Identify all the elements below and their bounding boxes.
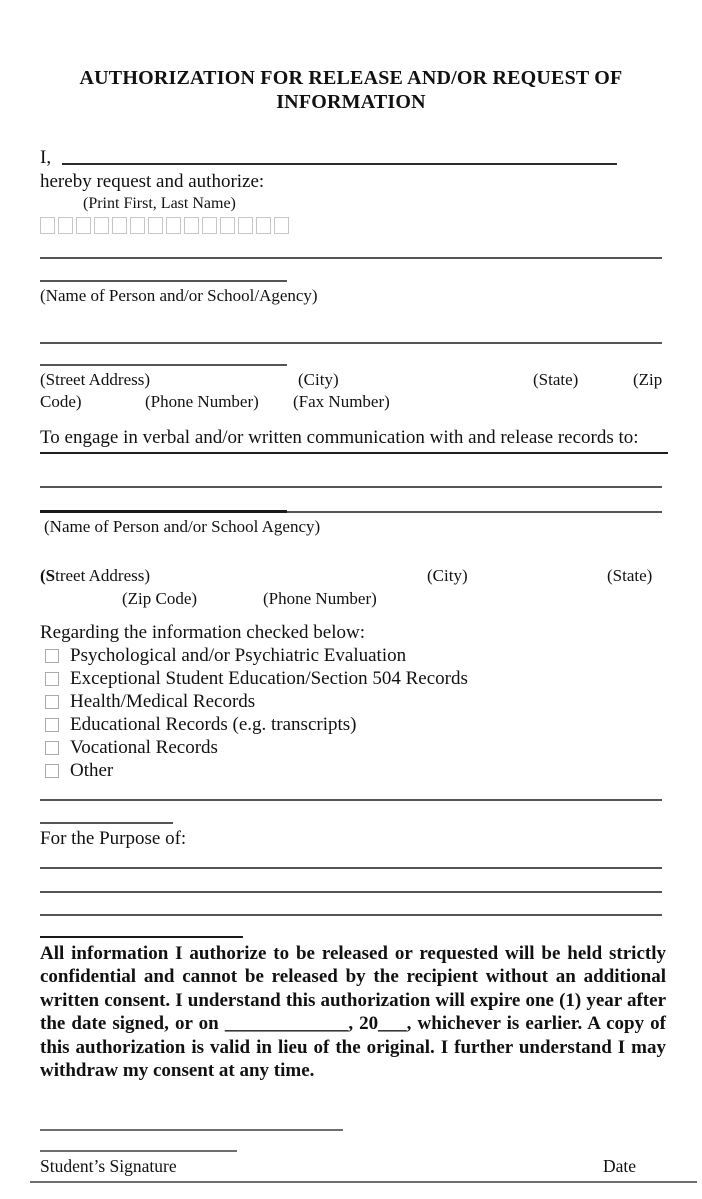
checkbox-vocational[interactable]	[45, 741, 59, 755]
recipient2-city-label: (City)	[427, 566, 468, 585]
other-fill-line-2[interactable]	[40, 822, 173, 824]
recipient1-name-line-1[interactable]	[40, 257, 662, 259]
missing-glyph-box	[130, 217, 145, 234]
recipient2-name-line-2-bold[interactable]	[40, 510, 287, 513]
recipient1-state-label: (State)	[533, 370, 579, 389]
checkbox-psychological[interactable]	[45, 649, 59, 663]
checkbox-other[interactable]	[45, 764, 59, 778]
name-fill-line[interactable]	[62, 163, 617, 165]
missing-glyph-box	[40, 217, 55, 234]
form-title-line1: AUTHORIZATION FOR RELEASE AND/OR REQUEST OF	[79, 67, 623, 89]
missing-glyph-box	[202, 217, 217, 234]
date-label: Date	[603, 1156, 637, 1176]
missing-glyph-box	[76, 217, 91, 234]
confidentiality-paragraph: All information I authorize to be released or requested will be held strictly confidential and cannot be released by the recipient without an additional written consent. I understand this authorization will expire one (1) year after the date signed, or on _____________, 20___, whichever is earlier. A copy of this authorization is valid in lieu of the original. I further understand I may withdraw my consent at any time.	[40, 943, 666, 1082]
recipient1-fax-label: (Fax Number)	[293, 392, 390, 411]
missing-glyph-box	[112, 217, 127, 234]
record-label: Psychological and/or Psychiatric Evaluation	[70, 645, 407, 666]
recipient2-zip-label: (Zip Code)	[122, 589, 198, 608]
recipient2-name-line-2[interactable]	[287, 511, 662, 513]
print-name-hint: (Print First, Last Name)	[83, 195, 236, 212]
recipient1-name-label: (Name of Person and/or School/Agency)	[40, 286, 318, 305]
form-title-line2: INFORMATION	[276, 91, 426, 113]
placeholder-boxes	[40, 217, 289, 234]
purpose-fill-line-1[interactable]	[40, 867, 662, 869]
recipient1-address-line-2[interactable]	[40, 364, 287, 366]
recipient1-address-line-1[interactable]	[40, 342, 662, 344]
recipient2-street-label: (Street Address)	[40, 566, 151, 585]
checkbox-ese-504[interactable]	[45, 672, 59, 686]
recipient1-phone-label: (Phone Number)	[145, 392, 259, 411]
signature-fill-line-1[interactable]	[40, 1129, 343, 1131]
missing-glyph-box	[238, 217, 253, 234]
checkbox-health-medical[interactable]	[45, 695, 59, 709]
records-heading: Regarding the information checked below:	[40, 622, 366, 643]
hereby-text: hereby request and authorize:	[40, 171, 265, 192]
recipient1-zip-label-bottom: Code)	[40, 392, 82, 411]
missing-glyph-box	[256, 217, 271, 234]
recipient1-street-label: (Street Address)	[40, 370, 151, 389]
recipient2-name-label: (Name of Person and/or School Agency)	[44, 517, 321, 536]
recipient2-state-label: (State)	[607, 566, 653, 585]
checkbox-educational[interactable]	[45, 718, 59, 732]
record-label: Vocational Records	[70, 737, 218, 758]
signature-fill-line-2[interactable]	[40, 1150, 237, 1152]
missing-glyph-box	[94, 217, 109, 234]
i-prefix-text: I,	[40, 147, 52, 168]
record-label: Other	[70, 760, 114, 781]
other-fill-line-1[interactable]	[40, 799, 662, 801]
recipient1-city-label: (City)	[298, 370, 339, 389]
recipient2-phone-label: (Phone Number)	[263, 589, 377, 608]
record-label: Educational Records (e.g. transcripts)	[70, 714, 357, 735]
missing-glyph-box	[148, 217, 163, 234]
engage-statement: To engage in verbal and/or written communication with and release records to:	[40, 427, 668, 454]
record-label: Health/Medical Records	[70, 691, 256, 712]
purpose-fill-line-4[interactable]	[40, 936, 243, 938]
recipient1-name-line-2[interactable]	[40, 280, 287, 282]
bottom-rule	[30, 1181, 697, 1183]
purpose-fill-line-2[interactable]	[40, 891, 662, 893]
missing-glyph-box	[220, 217, 235, 234]
recipient1-zip-label-top: (Zip	[633, 370, 663, 389]
purpose-label: For the Purpose of:	[40, 828, 187, 849]
missing-glyph-box	[166, 217, 181, 234]
missing-glyph-box	[274, 217, 289, 234]
purpose-fill-line-3[interactable]	[40, 914, 662, 916]
missing-glyph-box	[184, 217, 199, 234]
record-label: Exceptional Student Education/Section 504 Records	[70, 668, 468, 689]
student-signature-label: Student’s Signature	[40, 1156, 177, 1176]
missing-glyph-box	[58, 217, 73, 234]
recipient2-name-line-1[interactable]	[40, 486, 662, 488]
